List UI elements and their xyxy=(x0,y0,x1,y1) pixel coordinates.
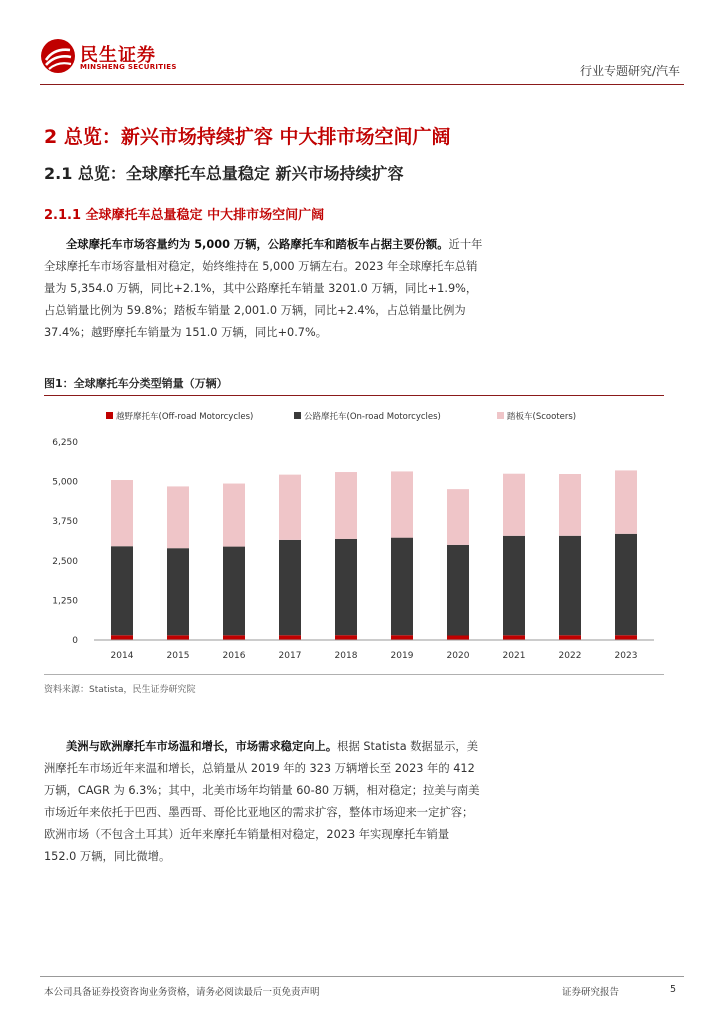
figure-source: 资料来源：Statista，民生证券研究院 xyxy=(44,685,196,695)
bar-segment xyxy=(391,538,413,636)
footer-divider xyxy=(40,976,684,977)
report-category: 行业专题研究/汽车 xyxy=(579,64,680,78)
y-tick-label: 3,750 xyxy=(52,517,78,528)
logo-text-en: MINSHENG SECURITIES xyxy=(80,63,177,71)
bar-segment xyxy=(447,489,469,545)
y-tick-label: 6,250 xyxy=(52,438,78,448)
x-tick-label: 2021 xyxy=(502,651,526,661)
bars xyxy=(111,470,637,640)
bar-segment xyxy=(503,536,525,635)
section-heading-2: 2.1 总览：全球摩托车总量稳定 新兴市场持续扩容 xyxy=(44,164,404,183)
x-tick-label: 2019 xyxy=(390,651,414,661)
paragraph-lead: 全球摩托车市场容量约为 5,000 万辆，公路摩托车和踏板车占据主要份额。 xyxy=(66,238,449,251)
figure-title: 图1：全球摩托车分类型销量（万辆） xyxy=(44,377,228,390)
bar-segment xyxy=(559,635,581,640)
bar-segment xyxy=(111,546,133,635)
legend-label: 公路摩托车(On-road Motorcycles) xyxy=(304,412,441,422)
bar-segment xyxy=(615,534,637,635)
logo-text-cn: 民生证券 xyxy=(80,45,156,66)
bar-segment xyxy=(559,536,581,635)
x-tick-label: 2023 xyxy=(614,651,638,661)
x-tick-label: 2020 xyxy=(446,651,470,661)
header-divider xyxy=(40,84,684,85)
bar-segment xyxy=(391,635,413,640)
paragraph-americas-europe xyxy=(44,736,484,868)
paragraph-body: 近十年全球摩托车市场容量相对稳定，始终维持在 5,000 万辆左右。2023 年全球摩托车总销量为 5,354.0 万辆，同比+2.1%，其中公路摩托车销量 3201.0 万辆，同比+1.9%，占总销量比例为 59.8%；踏板车销量 2,001.0 万辆，同比+2.4%，占总销量比例为 37.4%；越野摩托车销量为 151.0 万辆，同比+0.7%。 xyxy=(44,238,483,339)
bar-segment xyxy=(279,475,301,540)
bar-segment xyxy=(615,635,637,640)
y-axis xyxy=(52,438,78,646)
company-logo xyxy=(40,38,190,78)
y-tick-label: 0 xyxy=(72,636,78,646)
bar-segment xyxy=(559,474,581,536)
bar-segment xyxy=(279,635,301,640)
legend-label: 越野摩托车(Off-road Motorcycles) xyxy=(116,412,254,422)
stacked-bar-chart xyxy=(44,398,664,670)
paragraph-lead: 美洲与欧洲摩托车市场温和增长，市场需求稳定向上。 xyxy=(66,740,338,753)
figure-bottom-rule xyxy=(44,674,664,675)
legend-swatch xyxy=(106,412,113,419)
bar-segment xyxy=(335,539,357,635)
paragraph-body: 根据 Statista 数据显示，美洲摩托车市场近年来温和增长，总销量从 2019 年的 323 万辆增长至 2023 年的 412 万辆，CAGR 为 6.3%；其中，北美市场年均销量 60-80 万辆，相对稳定；拉美与南美市场近年来依托于巴西、墨西哥、哥伦比亚地区的需求扩容，整体市场迎来一定扩容；欧洲市场（不包含土耳其）近年来摩托车销量相对稳定，2023 年实现摩托车销量 152.0 万辆，同比微增。 xyxy=(44,740,480,863)
legend-swatch xyxy=(294,412,301,419)
bar-segment xyxy=(447,545,469,636)
x-axis xyxy=(94,640,654,661)
bar-segment xyxy=(279,540,301,635)
paragraph-global-market xyxy=(44,234,484,344)
x-tick-label: 2016 xyxy=(222,651,246,661)
bar-segment xyxy=(335,635,357,640)
bar-segment xyxy=(167,548,189,635)
page-number: 5 xyxy=(669,984,676,995)
footer-report-type: 证券研究报告 xyxy=(562,987,620,998)
legend-label: 踏板车(Scooters) xyxy=(507,412,577,422)
bar-segment xyxy=(167,635,189,640)
x-tick-label: 2014 xyxy=(110,651,134,661)
y-tick-label: 2,500 xyxy=(52,556,78,567)
bar-segment xyxy=(223,484,245,547)
legend-swatch xyxy=(497,412,504,419)
minsheng-logo-icon xyxy=(40,38,76,74)
x-tick-label: 2022 xyxy=(558,651,582,661)
section-heading-1: 2 总览：新兴市场持续扩容 中大排市场空间广阔 xyxy=(44,126,451,148)
x-tick-label: 2015 xyxy=(166,651,190,661)
bar-segment xyxy=(223,547,245,636)
bar-segment xyxy=(503,474,525,536)
bar-segment xyxy=(111,635,133,640)
section-heading-3: 2.1.1 全球摩托车总量稳定 中大排市场空间广阔 xyxy=(44,208,325,223)
bar-segment xyxy=(447,636,469,640)
bar-segment xyxy=(615,470,637,533)
y-tick-label: 1,250 xyxy=(52,596,78,607)
bar-segment xyxy=(223,635,245,640)
y-tick-label: 5,000 xyxy=(52,477,78,488)
bar-segment xyxy=(111,480,133,546)
bar-segment xyxy=(335,472,357,539)
chart-legend xyxy=(106,411,576,422)
bar-segment xyxy=(391,471,413,537)
figure-top-rule xyxy=(44,395,664,396)
footer-disclaimer: 本公司具备证券投资咨询业务资格，请务必阅读最后一页免责声明 xyxy=(44,987,320,998)
bar-segment xyxy=(503,635,525,640)
x-tick-label: 2017 xyxy=(278,651,302,661)
x-tick-label: 2018 xyxy=(334,651,358,661)
bar-segment xyxy=(167,486,189,548)
